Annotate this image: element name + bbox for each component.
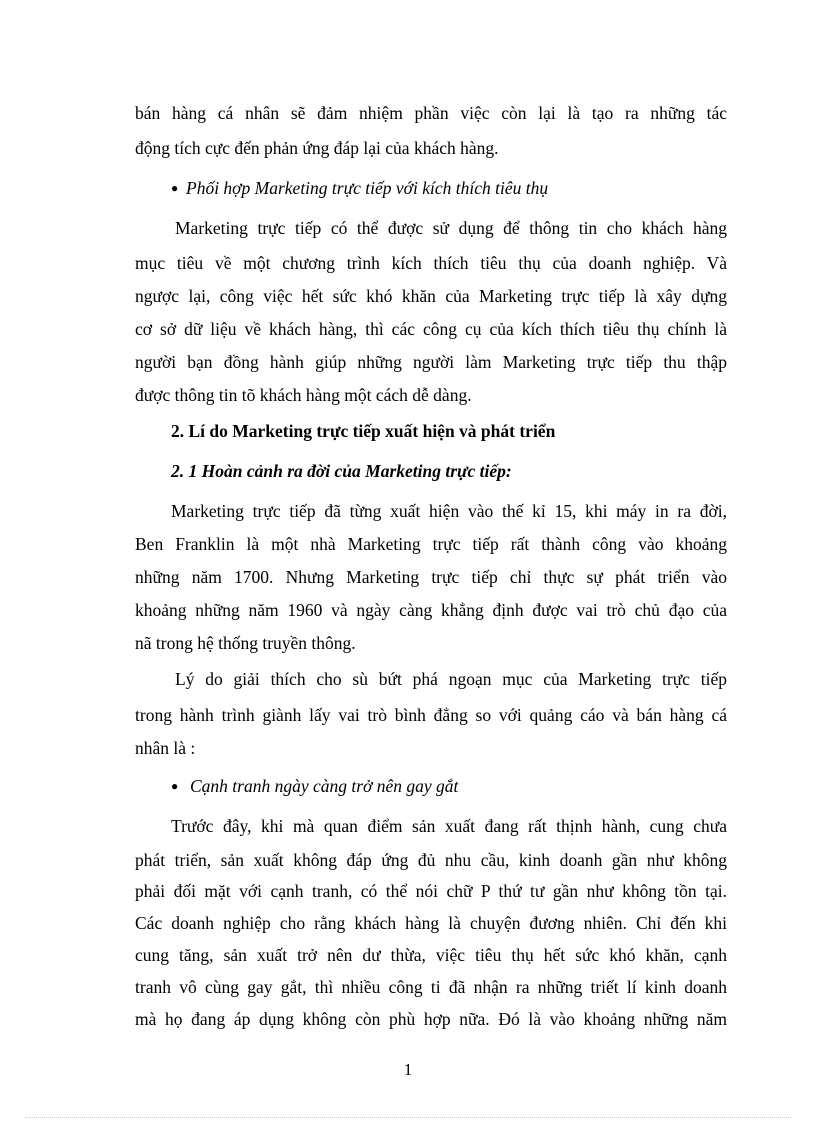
paragraph-line: động tích cực đến phản ứng đáp lại của khách hàng.	[135, 138, 499, 158]
page-bottom-rule	[25, 1117, 791, 1118]
paragraph-line: cơ sở dữ liệu về khách hàng, thì các công cụ của kích thích tiêu thụ chính là	[135, 319, 727, 339]
paragraph-line: Lý do giải thích cho sù bứt phá ngoạn mục của Marketing trực tiếp	[175, 669, 727, 689]
paragraph-line: Marketing trực tiếp đã từng xuất hiện vào thế kỉ 15, khi máy in ra đời,	[171, 501, 727, 521]
paragraph-line: khoảng những năm 1960 và ngày càng khẳng định được vai trò chủ đạo của	[135, 600, 727, 620]
paragraph-line: Ben Franklin là một nhà Marketing trực tiếp rất thành công vào khoảng	[135, 534, 727, 554]
paragraph-line: Các doanh nghiệp cho rằng khách hàng là chuyện đương nhiên. Chỉ đến khi	[135, 913, 727, 933]
paragraph-line: được thông tin tõ khách hàng một cách dễ dàng.	[135, 385, 472, 405]
page-number: 1	[403, 1060, 413, 1079]
bullet-icon: ●	[171, 779, 179, 793]
paragraph-line: cung tăng, sản xuất trở nên dư thừa, việc tiêu thụ hết sức khó khăn, cạnh	[135, 945, 727, 965]
bullet-item: Cạnh tranh ngày càng trở nên gay gắt	[190, 776, 459, 796]
paragraph-line: phát triển, sản xuất không đáp ứng đủ nhu cầu, kinh doanh gần như không	[135, 850, 727, 870]
section-heading: 2. Lí do Marketing trực tiếp xuất hiện và phát triển	[171, 421, 556, 441]
paragraph-line: ngược lại, công việc hết sức khó khăn của Marketing trực tiếp là xây dựng	[135, 286, 727, 306]
bullet-item: Phối hợp Marketing trực tiếp với kích thích tiêu thụ	[186, 178, 549, 198]
paragraph-line: bán hàng cá nhân sẽ đảm nhiệm phần việc còn lại là tạo ra những tác	[135, 103, 727, 123]
paragraph-line: nã trong hệ thống truyền thông.	[135, 633, 356, 653]
bullet-icon: ●	[171, 181, 179, 195]
paragraph-line: phải đối mặt với cạnh tranh, có thể nói chữ P thứ tư gần như không tồn tại.	[135, 881, 727, 901]
paragraph-line: mà họ đang áp dụng không còn phù hợp nữa. Đó là vào khoảng những năm	[135, 1009, 727, 1029]
paragraph-line: trong hành trình giành lấy vai trò bình đẳng so với quảng cáo và bán hàng cá	[135, 705, 727, 725]
paragraph-line: nhân là :	[135, 738, 196, 758]
paragraph-line: tranh vô cùng gay gắt, thì nhiều công ti đã nhận ra những triết lí kinh doanh	[135, 977, 727, 997]
paragraph-line: Marketing trực tiếp có thể được sử dụng để thông tin cho khách hàng	[175, 218, 727, 238]
paragraph-line: Trước đây, khi mà quan điểm sản xuất đang rất thịnh hành, cung chưa	[171, 816, 727, 836]
paragraph-line: mục tiêu về một chương trình kích thích tiêu thụ của doanh nghiệp. Và	[135, 253, 727, 273]
paragraph-line: những năm 1700. Nhưng Marketing trực tiếp chỉ thực sự phát triển vào	[135, 567, 727, 587]
subsection-heading: 2. 1 Hoàn cảnh ra đời của Marketing trực tiếp:	[171, 461, 512, 481]
paragraph-line: người bạn đồng hành giúp những người làm Marketing trực tiếp thu thập	[135, 352, 727, 372]
